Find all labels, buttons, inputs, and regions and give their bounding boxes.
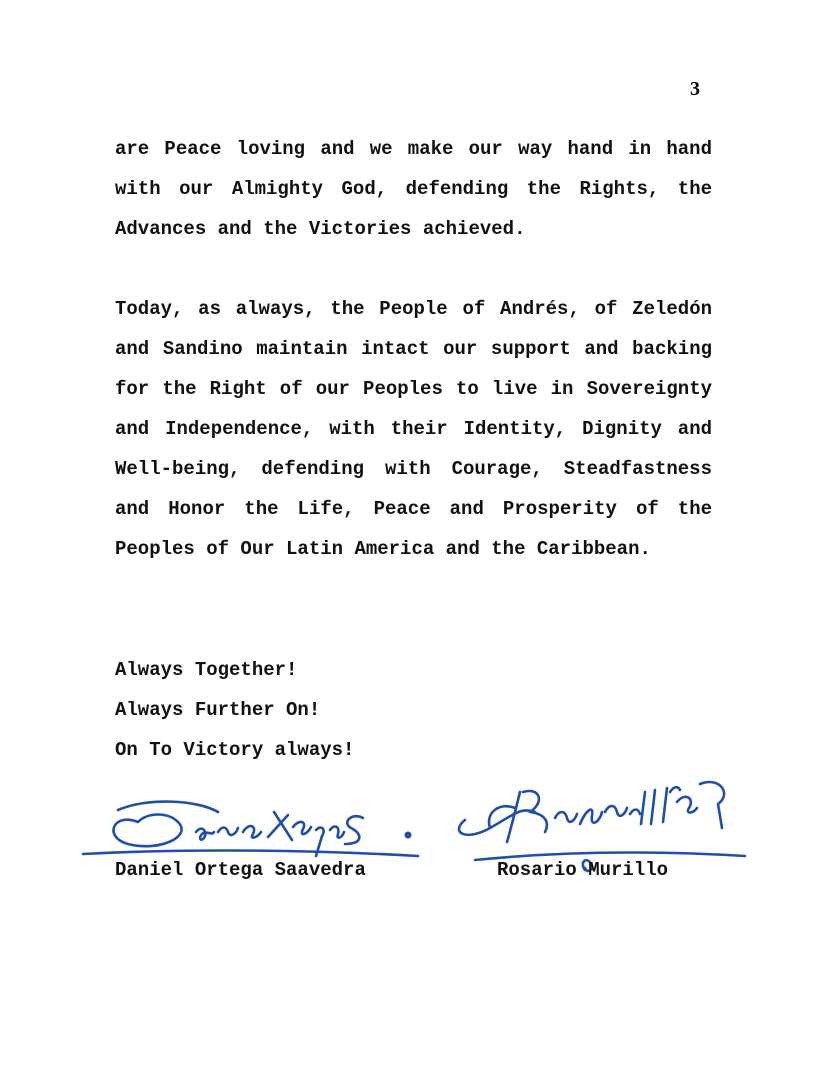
closing-lines	[115, 650, 354, 770]
closing-line-3: On To Victory always!	[115, 739, 355, 761]
letter-paragraph-2: Today, as always, the People of Andrés, of Zeledón and Sandino maintain intact our support and backing for the Right of our Peoples to live in Sovereignty and Independence, with their Identity, Dignity and Well-being, defending with Courage, Steadfastness and Honor the Life, Peace and Prosperity of the Peoples of Our Latin America and the Caribbean.	[115, 298, 712, 560]
page-number: 3	[690, 78, 700, 100]
signatory-name-rosario-murillo: Rosario Murillo	[497, 859, 669, 881]
closing-line-2: Always Further On!	[115, 699, 321, 721]
signatory-name-daniel-ortega: Daniel Ortega Saavedra	[115, 859, 366, 881]
closing-line-1: Always Together!	[115, 659, 298, 681]
letter-paragraph-1: are Peace loving and we make our way hand in hand with our Almighty God, defending the Rights, the Advances and the Victories achieved.	[115, 138, 712, 240]
